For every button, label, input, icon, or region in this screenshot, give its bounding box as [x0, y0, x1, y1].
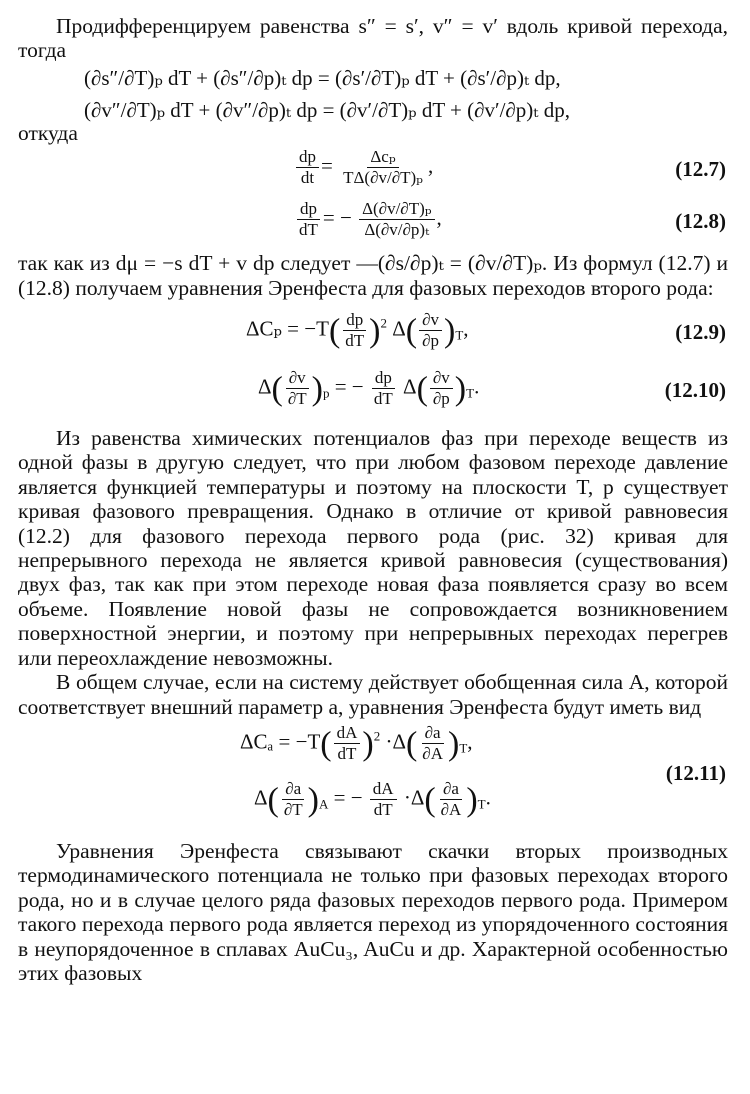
equation-number: (12.11): [665, 760, 726, 785]
equation-12-7: $\frac{dp}{dt}$ = $\frac{\text{Δcₚ}}{\text{TΔ(∂v/∂T)ₚ}}$ , (12.7): [18, 145, 728, 195]
paragraph-ehrenfest-intro: так как из dμ = −s dT + v dp следует —(∂s/∂p)ₜ = (∂v/∂T)ₚ. Из формул (12.7) и (12.8) получаем уравнения Эренфеста для фазовых переходов второго рода:: [18, 251, 728, 300]
equation-entropy-differential: (∂s″/∂T)ₚ dT + (∂s″/∂p)ₜ dp = (∂s′/∂T)ₚ dT + (∂s′/∂p)ₜ dp,: [84, 65, 561, 90]
page: [18, 14, 728, 985]
paragraph-general-case: В общем случае, если на систему действует обобщенная сила A, которой соответствует внешний параметр a, уравнения Эренфеста будут иметь вид: [18, 670, 728, 719]
equation-number: (12.9): [675, 320, 726, 345]
equation-number: (12.10): [664, 378, 726, 403]
word-otkuda: откуда: [18, 120, 78, 145]
equation-volume-differential: (∂v″/∂T)ₚ dT + (∂v″/∂p)ₜ dp = (∂v′/∂T)ₚ dT + (∂v′/∂p)ₜ dp,: [84, 97, 570, 122]
equation-12-11: ΔCₐ = −T( $\frac{dA}{dT}$ )$^2$ ·Δ( $\frac{\partial a}{\partial A}$ )$_T$, Δ( $\frac{\partial a}{\partial T}$ )$_A$ = − $\frac{dA}{dT}$ ·Δ( $\frac{\partial a}{\partial A}$ )$_T$. (12.11): [240, 722, 726, 819]
equation-number: (12.8): [675, 209, 726, 234]
paragraph-first-order-transitions: Уравнения Эренфеста связывают скачки вторых производных термодинамического потенциала не только при фазовых переходах второго рода, но и в случае целого ряда фазовых переходов первого рода. Примером такого перехода первого рода является переход из упорядоченного состояния в неупорядоченное в сплавах AuCu₃, AuCu и др. Характерной особенностью этих фазовых: [18, 838, 728, 985]
equation-12-9: ΔCₚ = −T( $\frac{dp}{dT}$ )$^2$ Δ( $\frac{\partial v}{\partial p}$ )$_T$, (12.9): [246, 310, 726, 351]
paragraph-intro: Продифференцируем равенства s″ = s′, v″ = v′ вдоль кривой перехода, тогда: [18, 14, 728, 63]
equation-12-8: $\frac{dp}{dT}$ = − $\frac{\text{Δ(∂v/∂T)ₚ}}{\text{Δ(∂v/∂p)ₜ}}$ , (12.8): [18, 195, 728, 251]
paragraph-phase-curve: Из равенства химических потенциалов фаз при переходе веществ из одной фазы в другую следует, что при любом фазовом переходе давление является функцией температуры и поэтому на плоскости T, p существует кривая фазового превращения. Однако в отличие от кривой равновесия (12.2) для фазового перехода первого рода (рис. 32) кривая для непрерывного перехода не является кривой равновесия (существования) двух фаз, так как при этом переходе новая фаза появляется сразу во всем объеме. Появление новой фазы не сопровождается возникновением поверхностной энергии, и поэтому при непрерывных переходах перегрев или переохлаждение невозможны.: [18, 426, 728, 670]
equation-12-10: Δ( $\frac{\partial v}{\partial T}$ )$_p$ = − $\frac{dp}{dT}$ Δ( $\frac{\partial v}{\partial p}$ )$_T$. (12.10): [258, 368, 726, 409]
equation-number: (12.7): [675, 157, 726, 182]
